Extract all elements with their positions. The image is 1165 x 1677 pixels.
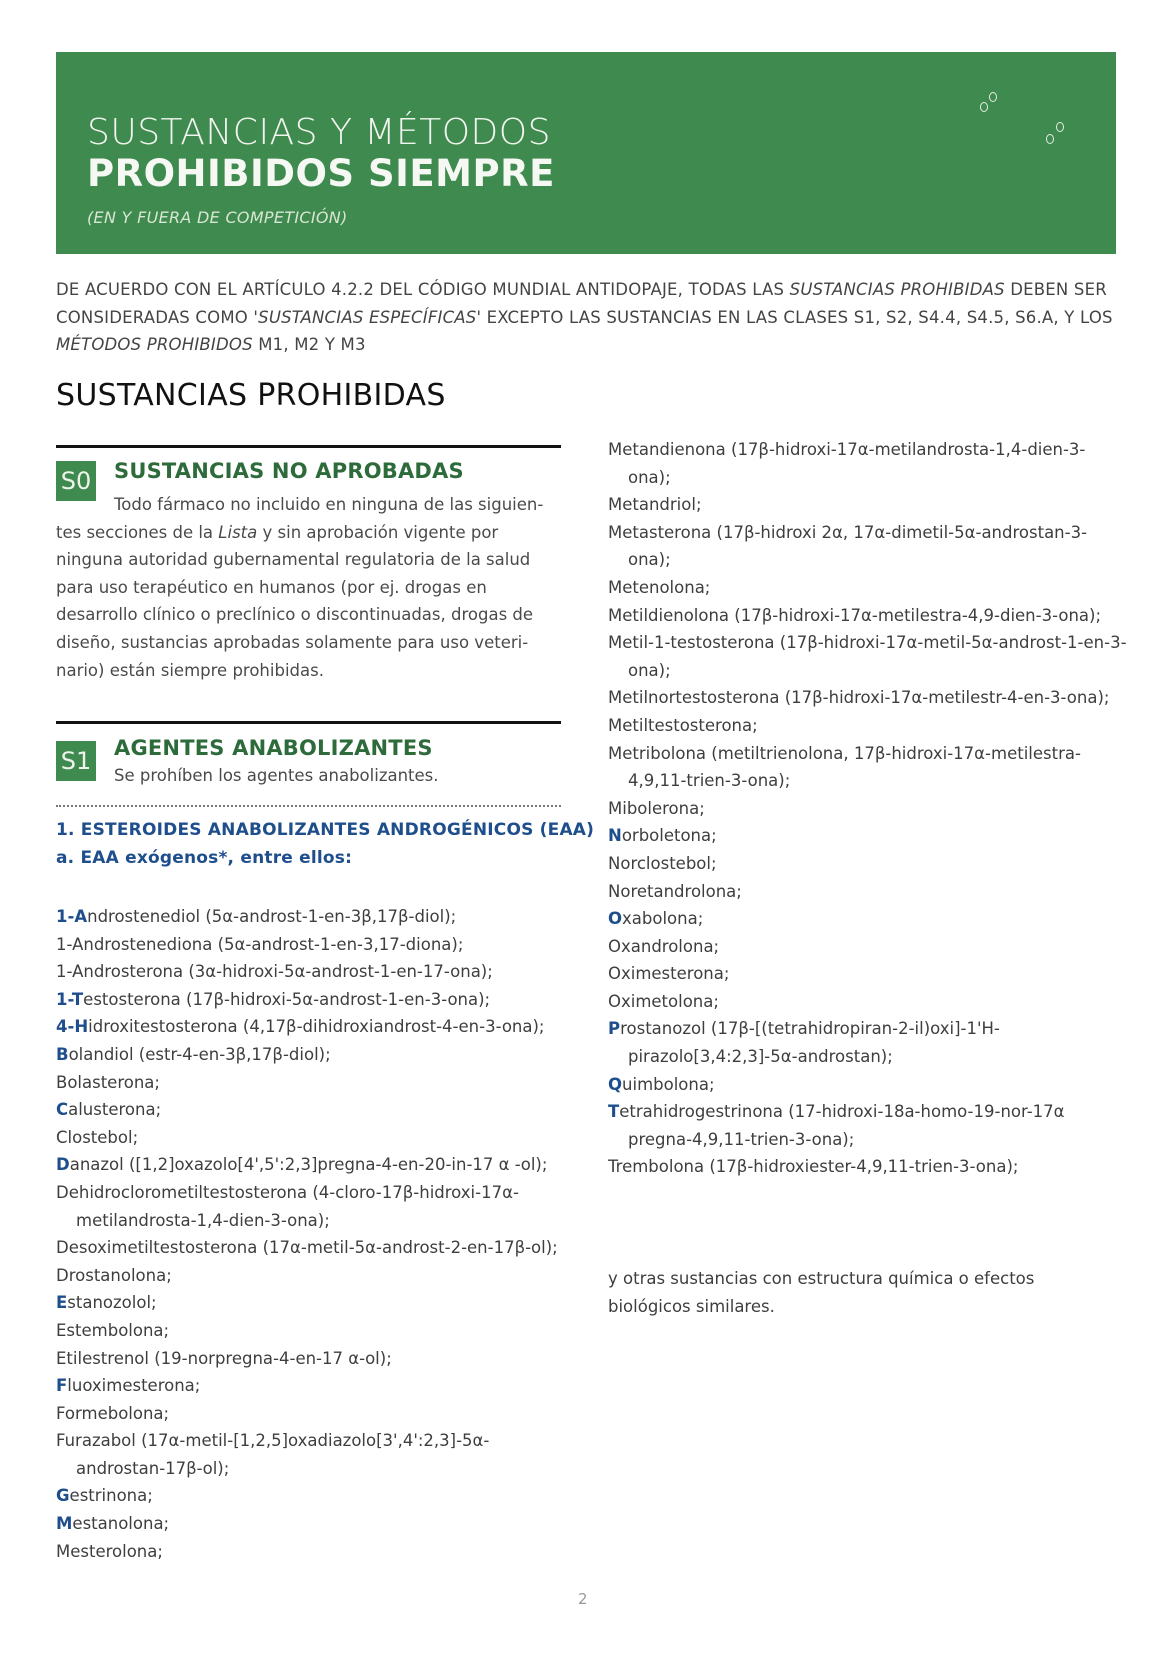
index-letter: 1-A: [56, 907, 88, 926]
list-item: [56, 1041, 576, 1069]
list-item: [56, 1151, 576, 1179]
list-item: [56, 1234, 576, 1262]
list-item: [56, 1013, 576, 1041]
index-letter: Q: [608, 1074, 623, 1094]
list-item: [608, 905, 1128, 933]
index-letter: T: [608, 1102, 620, 1122]
closing-note: y otras sustancias con estructura química o efectos biológicos similares.: [608, 1269, 1035, 1316]
list-item: [608, 878, 1128, 906]
substance-name: alusterona;: [68, 1100, 162, 1120]
banner-title-line2: PROHIBIDOS SIEMPRE: [87, 152, 555, 195]
section-divider: [56, 445, 561, 448]
substance-name: estanolona;: [72, 1514, 170, 1534]
dotted-divider: [56, 805, 561, 807]
index-letter: P: [608, 1019, 621, 1039]
decorative-dot-icon: [980, 102, 988, 112]
list-item: [608, 574, 1128, 602]
substance-name: Metiltestosterona;: [608, 715, 758, 735]
list-item: [56, 1069, 576, 1097]
substance-name: uimbolona;: [622, 1074, 715, 1094]
substance-name: orboletona;: [621, 826, 717, 846]
list-item: [56, 1345, 576, 1373]
substance-name: 1-Androstenediona (5α-androst-1-en-3,17-diona);: [56, 934, 464, 954]
substance-name: Dehidroclorometiltestosterona (4-cloro-17β-hidroxi-17α-metilandrosta-1,4-dien-3-ona);: [56, 1182, 519, 1230]
banner-title-line1: SUSTANCIAS Y MÉTODOS: [87, 112, 551, 153]
list-item: [608, 684, 1128, 712]
list-item: [608, 822, 1128, 850]
substance-name: 1-Androsterona (3α-hidroxi-5α-androst-1-en-17-ona);: [56, 962, 493, 982]
list-item: [608, 629, 1128, 684]
substance-name: Metil-1-testosterona (17β-hidroxi-17α-metil-5α-androst-1-en-3-ona);: [608, 633, 1127, 680]
substance-name: xabolona;: [622, 909, 704, 929]
list-item: [56, 1262, 576, 1290]
list-item: [56, 1538, 576, 1566]
substance-name: rostanozol (17β-[(tetrahidropiran-2-il)oxi]-1'H-pirazolo[3,4:2,3]-5α-androstan);: [620, 1019, 1000, 1067]
substance-name: luoximesterona;: [67, 1376, 201, 1396]
list-item: [608, 988, 1128, 1016]
banner-subtitle: (EN Y FUERA DE COMPETICIÓN): [87, 208, 348, 227]
substance-list-right: [608, 436, 1128, 1181]
index-letter: F: [56, 1376, 68, 1396]
section-divider: [56, 721, 561, 724]
list-item: [608, 740, 1128, 795]
substance-name: Metenolona;: [608, 577, 711, 597]
substance-name: olandiol (estr-4-en-3β,17β-diol);: [68, 1044, 331, 1064]
section-heading: SUSTANCIAS PROHIBIDAS: [56, 378, 446, 413]
substance-name: Oximesterona;: [608, 964, 730, 984]
substance-name: Metandriol;: [608, 495, 702, 515]
substance-name: Mesterolona;: [56, 1541, 163, 1561]
substance-name: idroxitestosterona (4,17β-dihidroxiandrost-4-en-3-ona);: [88, 1017, 545, 1037]
list-item: [608, 436, 1128, 491]
list-item: [608, 602, 1128, 630]
decorative-dot-icon: [1056, 122, 1064, 132]
index-letter: G: [56, 1486, 70, 1506]
list-item: [608, 960, 1128, 988]
index-letter: M: [56, 1514, 73, 1534]
s1-title: AGENTES ANABOLIZANTES: [114, 736, 433, 760]
substance-name: Metildienolona (17β-hidroxi-17α-metilestra-4,9-dien-3-ona);: [608, 605, 1102, 625]
list-item: [56, 1482, 576, 1510]
s0-description: Todo fármaco no incluido en ninguna de las siguien-tes secciones de la Lista y sin aprobación vigente por ninguna autoridad gubernamental regulatoria de la salud para uso terapéutico en humanos (por ej. drogas en desarrollo clínico o preclínico o discontinuadas, drogas de diseño, sustancias aprobadas solamente para uso veteri-nario) están siempre prohibidas.: [56, 495, 544, 680]
index-letter: D: [56, 1155, 70, 1175]
list-item: [56, 1317, 576, 1345]
substance-name: Noretandrolona;: [608, 881, 742, 901]
index-letter: N: [608, 826, 622, 846]
list-item: [608, 491, 1128, 519]
header-banner: [56, 52, 1116, 254]
list-item: [56, 958, 576, 986]
substance-name: Drostanolona;: [56, 1265, 172, 1285]
list-item: [608, 933, 1128, 961]
list-item: [608, 519, 1128, 574]
index-letter: 4-H: [56, 1017, 89, 1037]
list-item: [56, 903, 576, 931]
list-item: [56, 1427, 576, 1482]
list-item: [56, 931, 576, 959]
list-item: [608, 1098, 1128, 1153]
substance-name: Metasterona (17β-hidroxi 2α, 17α-dimetil-5α-androstan-3-ona);: [608, 522, 1088, 570]
substance-name: estrinona;: [69, 1486, 153, 1506]
substance-name: Metilnortestosterona (17β-hidroxi-17α-metilestr-4-en-3-ona);: [608, 688, 1110, 708]
substance-name: anazol ([1,2]oxazolo[4',5':2,3]pregna-4-en-20-in-17 α -ol);: [69, 1155, 548, 1175]
substance-name: Bolasterona;: [56, 1072, 160, 1092]
substance-name: Estembolona;: [56, 1320, 170, 1340]
substance-list-left: [56, 903, 576, 1565]
s0-title: SUSTANCIAS NO APROBADAS: [114, 459, 464, 483]
intro-paragraph: DE ACUERDO CON EL ARTÍCULO 4.2.2 DEL CÓDIGO MUNDIAL ANTIDOPAJE, TODAS LAS SUSTANCIAS PROHIBIDAS DEBEN SER CONSIDERADAS COMO 'SUSTANCIAS ESPECÍFICAS' EXCEPTO LAS SUSTANCIAS EN LAS CLASES S1, S2, S4.4, S4.5, S6.A, Y LOS MÉTODOS PROHIBIDOS M1, M2 Y M3: [56, 280, 1113, 354]
list-item: [608, 795, 1128, 823]
substance-name: Oxandrolona;: [608, 936, 720, 956]
index-letter: C: [56, 1100, 69, 1120]
substance-name: Desoximetiltestosterona (17α-metil-5α-androst-2-en-17β-ol);: [56, 1238, 558, 1258]
substance-name: estosterona (17β-hidroxi-5α-androst-1-en-3-ona);: [83, 989, 491, 1009]
index-letter: E: [56, 1293, 68, 1313]
list-item: [56, 1179, 576, 1234]
index-letter: 1-T: [56, 989, 84, 1009]
s0-badge: S0: [56, 461, 96, 501]
substance-name: Trembolona (17β-hidroxiester-4,9,11-trien-3-ona);: [608, 1157, 1019, 1177]
s1-badge: S1: [56, 741, 96, 781]
substance-name: etrahidrogestrinona (17-hidroxi-18a-homo-19-nor-17α pregna-4,9,11-trien-3-ona);: [619, 1102, 1065, 1149]
list-item: [56, 1400, 576, 1428]
substance-name: Clostebol;: [56, 1127, 139, 1147]
substance-name: Oximetolona;: [608, 991, 719, 1011]
s1-subtitle: Se prohíben los agentes anabolizantes.: [114, 766, 439, 785]
substance-name: ndrostenediol (5α-androst-1-en-3β,17β-diol);: [87, 907, 457, 926]
index-letter: B: [56, 1044, 69, 1064]
list-item: [56, 1372, 576, 1400]
list-item: [56, 986, 576, 1014]
list-item: [608, 712, 1128, 740]
substance-name: Furazabol (17α-metil-[1,2,5]oxadiazolo[3',4':2,3]-5α-androstan-17β-ol);: [56, 1431, 490, 1478]
list-item: [608, 1071, 1128, 1099]
list-item: [56, 1096, 576, 1124]
list-item: [608, 850, 1128, 878]
substance-name: Etilestrenol (19-norpregna-4-en-17 α-ol);: [56, 1348, 392, 1368]
substance-name: Metandienona (17β-hidroxi-17α-metilandrosta-1,4-dien-3-ona);: [608, 440, 1086, 487]
decorative-dot-icon: [989, 92, 997, 102]
substance-name: Metribolona (metiltrienolona, 17β-hidroxi-17α-metilestra-4,9,11-trien-3-ona);: [608, 743, 1081, 791]
index-letter: O: [608, 909, 623, 929]
substance-name: Mibolerona;: [608, 798, 705, 818]
page-number: 2: [578, 1590, 588, 1608]
list-item: [608, 1153, 1128, 1181]
list-item: [608, 1015, 1128, 1070]
list-item: [56, 1510, 576, 1538]
list-item: [56, 1124, 576, 1152]
decorative-dot-icon: [1046, 134, 1054, 144]
substance-name: Norclostebol;: [608, 853, 717, 873]
substance-name: Formebolona;: [56, 1403, 170, 1423]
list-item: [56, 1289, 576, 1317]
subsection-subheading: a. EAA exógenos*, entre ellos:: [56, 848, 353, 868]
subsection-heading: 1. ESTEROIDES ANABOLIZANTES ANDROGÉNICOS (EAA): [56, 820, 595, 840]
substance-name: stanozolol;: [67, 1293, 157, 1313]
